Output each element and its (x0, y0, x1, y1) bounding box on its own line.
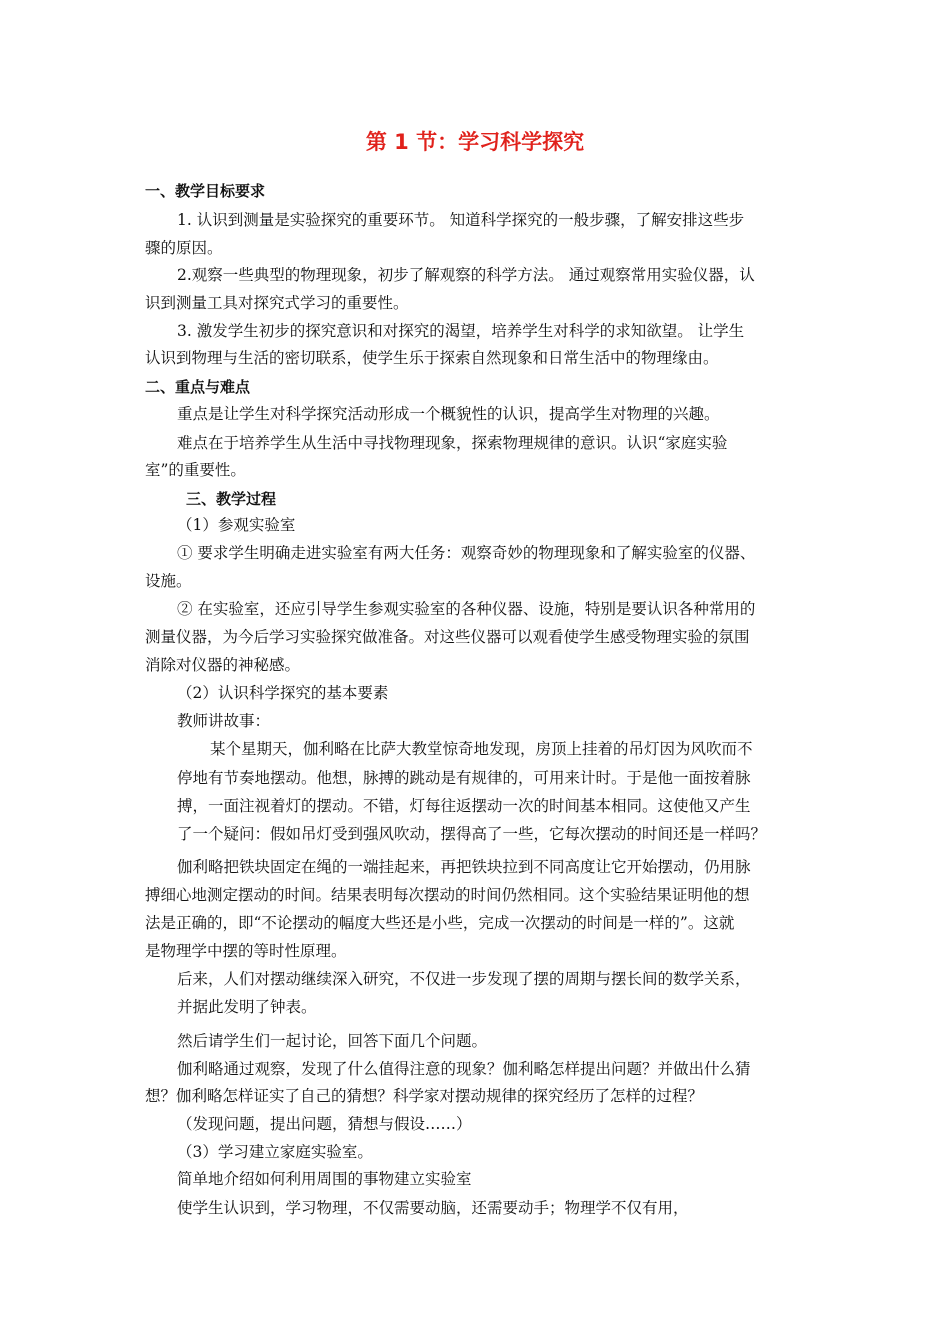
paragraph-line: 后来，人们对摆动继续深入研究，不仅进一步发现了摆的周期与摆长间的数学关系， (177, 970, 751, 988)
story-line: 某个星期天，伽利略在比萨大教堂惊奇地发现，房顶上挂着的吊灯因为风吹而不 (210, 740, 753, 758)
paragraph-line: 2.观察一些典型的物理现象，初步了解观察的科学方法。 通过观察常用实验仪器，认 (177, 266, 755, 284)
story-line: 了一个疑问：假如吊灯受到强风吹动，摆得高了一些，它每次摆动的时间还是一样吗？ (177, 825, 767, 843)
paragraph-line: 3. 激发学生初步的探究意识和对探究的渴望，培养学生对科学的求知欲望。 让学生 (177, 322, 745, 340)
paragraph-line: 想？伽利略怎样证实了自己的猜想？科学家对摆动规律的探究经历了怎样的过程？ (145, 1087, 704, 1105)
paragraph-line: 法是正确的，即“不论摆动的幅度大些还是小些，完成一次摆动的时间是一样的”。这就 (145, 914, 735, 932)
paragraph-line: 认识到物理与生活的密切联系，使学生乐于探索自然现象和日常生活中的物理缘由。 (145, 349, 719, 367)
section-heading-keypoints: 二、重点与难点 (145, 378, 251, 396)
subheading: （2）认识科学探究的基本要素 (177, 684, 389, 702)
paragraph-line: 伽利略把铁块固定在绳的一端挂起来，再把铁块拉到不同高度让它开始摆动，仍用脉 (177, 858, 751, 876)
paragraph-line: 设施。 (145, 572, 192, 590)
paragraph-line: 测量仪器，为今后学习实验探究做准备。对这些仪器可以观看使学生感受物理实验的氛围 (145, 628, 750, 646)
section-heading-process: 三、教学过程 (186, 490, 277, 508)
story-line: 停地有节奏地摆动。他想，脉搏的跳动是有规律的，可用来计时。于是他一面按着脉 (177, 769, 751, 787)
paragraph-line: 使学生认识到，学习物理，不仅需要动脑，还需要动手；物理学不仅有用， (177, 1199, 689, 1217)
paragraph-line: 是物理学中摆的等时性原理。 (145, 942, 347, 960)
paragraph-line: 重点是让学生对科学探究活动形成一个概貌性的认识，提高学生对物理的兴趣。 (177, 405, 720, 423)
paragraph-line: ① 要求学生明确走进实验室有两大任务：观察奇妙的物理现象和了解实验室的仪器、 (177, 544, 756, 562)
paragraph-line: 难点在于培养学生从生活中寻找物理现象，探索物理规律的意识。认识“家庭实验 (177, 434, 728, 452)
paragraph-line: ② 在实验室，还应引导学生参观实验室的各种仪器、设施，特别是要认识各种常用的 (177, 600, 756, 618)
subheading: （3）学习建立家庭实验室。 (177, 1143, 373, 1161)
story-line: 搏，一面注视着灯的摆动。不错，灯每往返摆动一次的时间基本相同。这使他又产生 (177, 797, 751, 815)
paragraph-line: 骤的原因。 (145, 239, 223, 257)
paragraph-line: 消除对仪器的神秘感。 (145, 656, 301, 674)
paragraph-line: 教师讲故事： (177, 712, 271, 730)
paragraph-line: 并据此发明了钟表。 (177, 998, 317, 1016)
paragraph-line: 搏细心地测定摆动的时间。结果表明每次摆动的时间仍然相同。这个实验结果证明他的想 (145, 886, 750, 904)
paragraph-line: 简单地介绍如何利用周围的事物建立实验室 (177, 1170, 472, 1188)
subheading: （1）参观实验室 (177, 516, 296, 534)
page-title: 第 1 节：学习科学探究 (365, 130, 585, 154)
paragraph-line: 识到测量工具对探究式学习的重要性。 (145, 294, 409, 312)
paragraph-line: 伽利略通过观察，发现了什么值得注意的现象？伽利略怎样提出问题？并做出什么猜 (177, 1060, 751, 1078)
paragraph-line: 然后请学生们一起讨论，回答下面几个问题。 (177, 1032, 488, 1050)
paragraph-line: 1. 认识到测量是实验探究的重要环节。 知道科学探究的一般步骤，了解安排这些步 (177, 211, 745, 229)
paragraph-line: 室”的重要性。 (145, 461, 246, 479)
paragraph-line: （发现问题，提出问题，猜想与假设……） (177, 1115, 472, 1133)
section-heading-objectives: 一、教学目标要求 (145, 182, 266, 200)
